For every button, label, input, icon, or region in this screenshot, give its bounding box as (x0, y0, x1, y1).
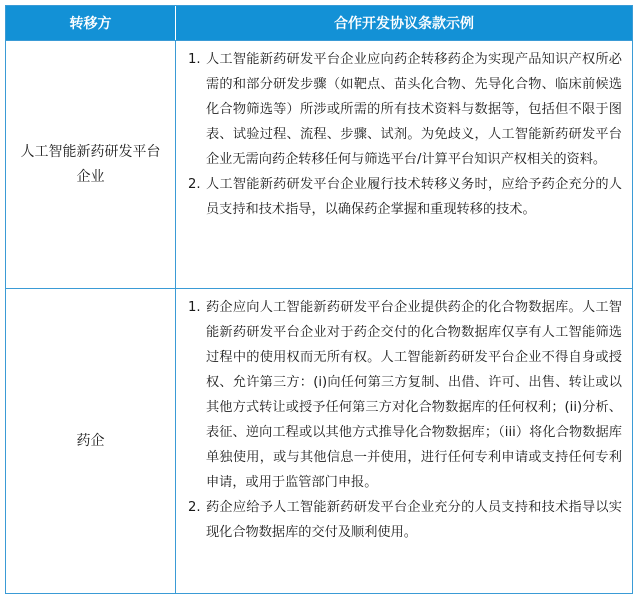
clause-item (188, 172, 622, 222)
party-cell (6, 41, 176, 288)
clause-number: 1. (188, 300, 201, 315)
clause-item (188, 295, 622, 495)
clause-list (176, 41, 632, 230)
clause-text: 人工智能新药研发平台企业履行技术转移义务时，应给予药企充分的人员支持和技术指导，以确保药企掌握和重现转移的技术。 (206, 177, 622, 217)
clause-list (176, 289, 632, 553)
header-party: 转移方 (6, 6, 176, 40)
clause-text: 药企应向人工智能新药研发平台企业提供药企的化合物数据库。人工智能新药研发平台企业对于药企交付的化合物数据库仅享有人工智能筛选过程中的使用权而无所有权。人工智能新药研发平台企业不得自身或授权、允许第三方：(i)向任何第三方复制、出借、许可、出售、转让或以其他方式转让或授予任何第三方对化合物数据库的任何权利；(ii)分析、表征、逆向工程或以其他方式推导化合物数据库；（iii）将化合物数据库单独使用，或与其他信息一并使用，进行任何专利申请或支持任何专利申请，或用于监管部门申报。 (206, 300, 622, 490)
clause-text: 人工智能新药研发平台企业应向药企转移药企为实现产品知识产权所必需的和部分研发步骤（如靶点、苗头化合物、先导化合物、临床前候选化合物筛选等）所涉或所需的所有技术资料与数据等，包括但不限于图表、试验过程、流程、步骤、试剂。为免歧义，人工智能新药研发平台企业无需向药企转移任何与筛选平台/计算平台知识产权相关的资料。 (206, 52, 622, 167)
clause-item (188, 47, 622, 172)
party-name: 人工智能新药研发平台企业 (20, 143, 161, 185)
table-row (6, 40, 632, 288)
clause-number: 2. (188, 177, 201, 192)
party-cell (6, 289, 176, 593)
clause-item (188, 495, 622, 545)
table-header-row (6, 6, 632, 40)
header-example: 合作开发协议条款示例 (334, 16, 474, 32)
clause-number: 2. (188, 500, 201, 515)
clause-table (5, 5, 633, 594)
clause-number: 1. (188, 52, 201, 67)
clauses-cell (176, 41, 632, 288)
table-row (6, 288, 632, 593)
clauses-cell (176, 289, 632, 593)
party-name: 药企 (76, 432, 105, 449)
clause-text: 药企应给予人工智能新药研发平台企业充分的人员支持和技术指导以实现化合物数据库的交付及顺利使用。 (206, 500, 622, 540)
